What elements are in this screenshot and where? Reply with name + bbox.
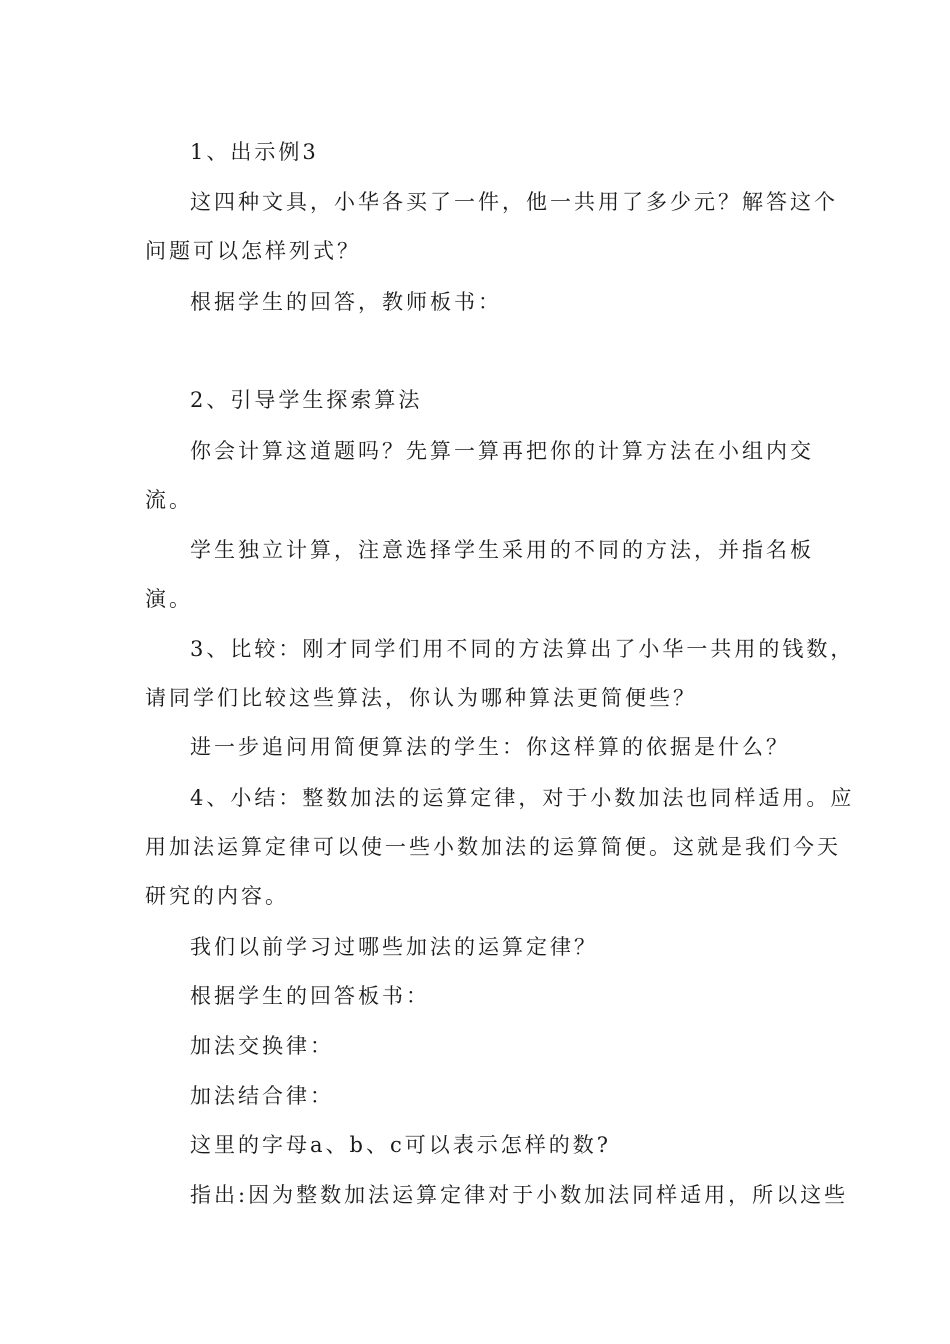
paragraph-example-3: 1、出示例3 — [190, 140, 319, 164]
paragraph-answer-board: 根据学生的回答板书： — [190, 984, 430, 1008]
paragraph-question-line-2: 问题可以怎样列式？ — [145, 239, 361, 263]
paragraph-compare-line-1: 3、比较：刚才同学们用不同的方法算出了小华一共用的钱数， — [190, 637, 855, 661]
paragraph-point-out: 指出:因为整数加法运算定律对于小数加法同样适用，所以这些 — [190, 1183, 849, 1207]
paragraph-commutative-law: 加法交换律： — [190, 1034, 334, 1058]
paragraph-prior-laws: 我们以前学习过哪些加法的运算定律？ — [190, 935, 598, 959]
paragraph-board-writing: 根据学生的回答，教师板书： — [190, 290, 502, 314]
paragraph-calc-line-1: 你会计算这道题吗？先算一算再把你的计算方法在小组内交 — [190, 439, 814, 463]
paragraph-associative-law: 加法结合律： — [190, 1084, 334, 1108]
paragraph-compare-line-2: 请同学们比较这些算法，你认为哪种算法更简便些？ — [145, 686, 697, 710]
paragraph-independent-line-1: 学生独立计算，注意选择学生采用的不同的方法，并指名板 — [190, 538, 814, 562]
paragraph-letters-question: 这里的字母a、b、c可以表示怎样的数? — [190, 1133, 611, 1157]
paragraph-independent-line-2: 演。 — [145, 587, 193, 611]
paragraph-calc-line-2: 流。 — [145, 488, 193, 512]
paragraph-explore-heading: 2、引导学生探索算法 — [190, 388, 423, 412]
paragraph-summary-line-2: 用加法运算定律可以使一些小数加法的运算简便。这就是我们今天 — [145, 835, 841, 859]
paragraph-summary-line-1: 4、小结：整数加法的运算定律，对于小数加法也同样适用。应 — [190, 786, 855, 810]
paragraph-summary-line-3: 研究的内容。 — [145, 884, 289, 908]
paragraph-question-line-1: 这四种文具，小华各买了一件，他一共用了多少元？解答这个 — [190, 190, 838, 214]
paragraph-follow-up: 进一步追问用简便算法的学生：你这样算的依据是什么？ — [190, 735, 790, 759]
